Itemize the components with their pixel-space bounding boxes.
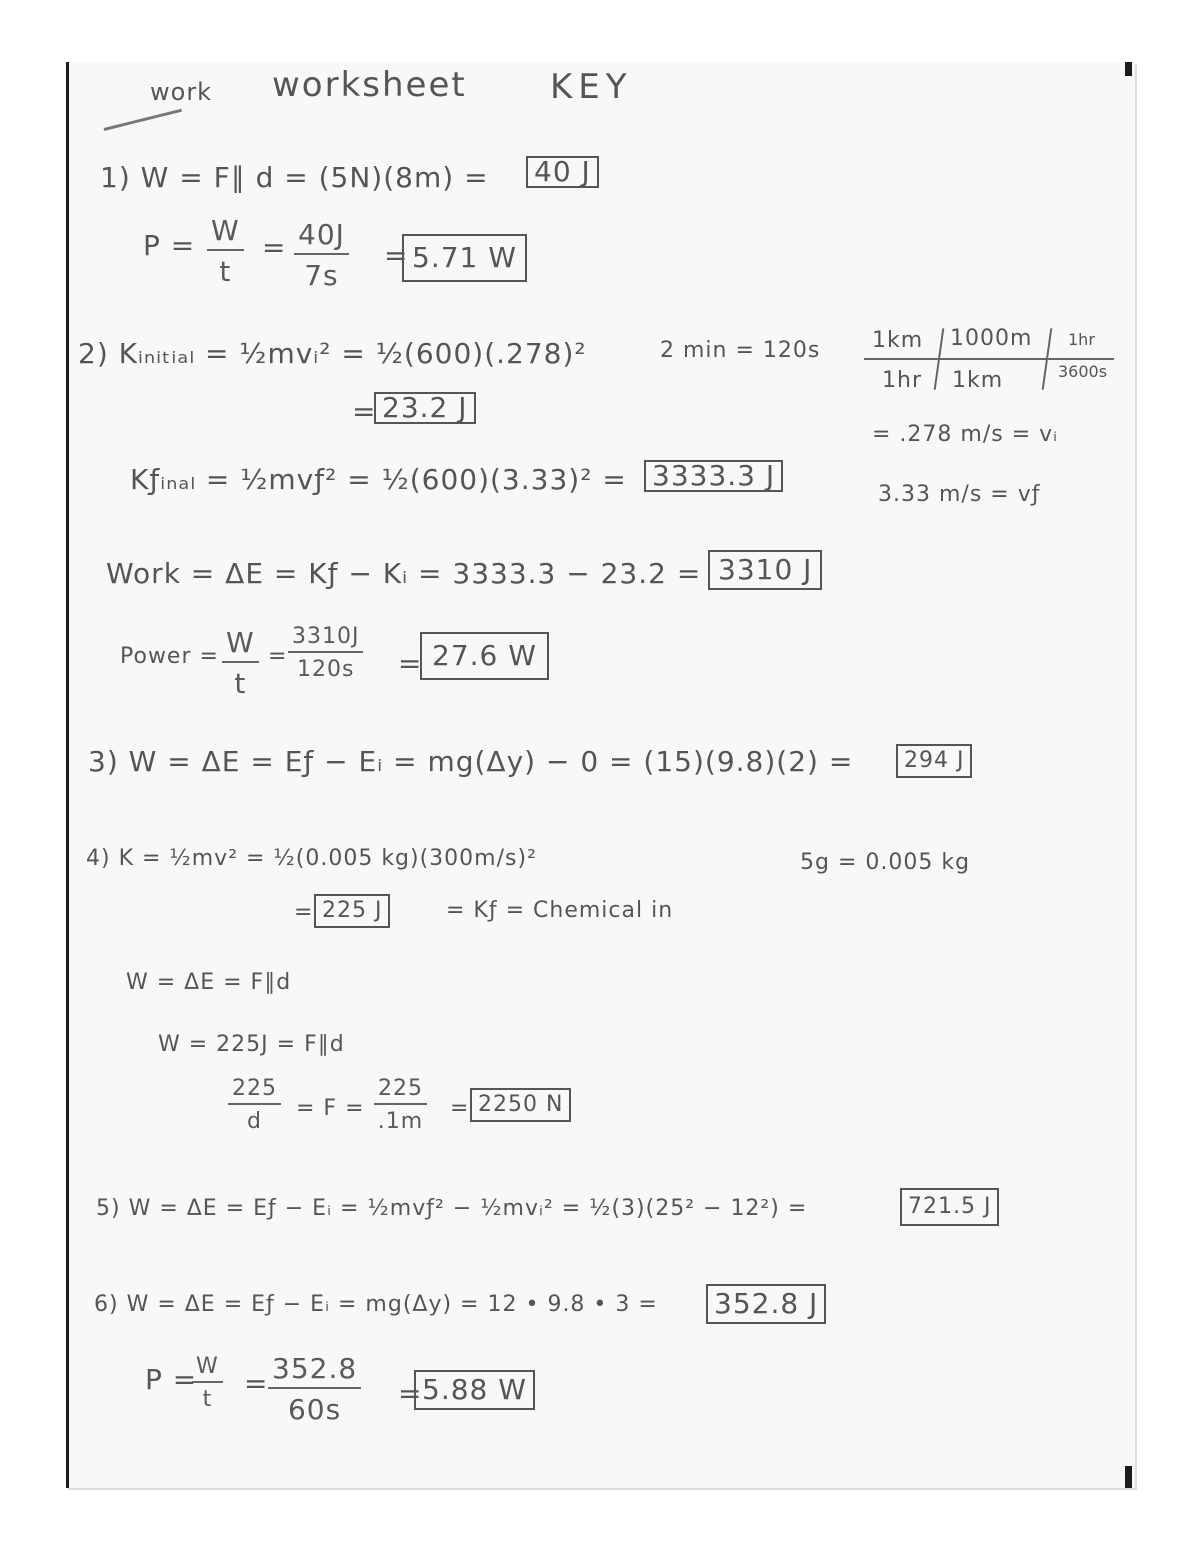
p2-conv-b: 1000m — [950, 326, 1033, 351]
p6-value-fraction — [268, 1352, 361, 1426]
p6-power-num: W — [192, 1354, 223, 1383]
p2-answer-kfinal: 3333.3 J — [644, 460, 783, 492]
p2-conv-e: 1km — [952, 368, 1004, 393]
p2-power-label: Power = — [120, 644, 219, 669]
p2-conv-c: 1hr — [1068, 330, 1095, 349]
key-label: KEY — [550, 67, 633, 107]
p4-force-eq: = — [450, 1096, 470, 1121]
p2-power-den: t — [234, 667, 247, 700]
p2-power-value-fraction — [288, 624, 363, 682]
p1-power-label: P = — [143, 229, 196, 262]
p2-work-line: Work = ΔE = Kƒ − Kᵢ = 3333.3 − 23.2 = — [106, 557, 702, 590]
p1-answer-power: 5.71 W — [402, 234, 527, 282]
p1-power-fraction — [207, 214, 244, 288]
struck-word: work — [150, 78, 213, 106]
p2-conv-d: 1hr — [882, 368, 922, 393]
p4-tail: = Kƒ = Chemical in — [446, 898, 674, 923]
p4-line4: W = 225J = F∥d — [158, 1032, 345, 1057]
p6-power-label: P = — [145, 1363, 198, 1396]
p1-value-fraction — [294, 218, 349, 292]
p3-line: 3) W = ΔE = Eƒ − Eᵢ = mg(Δy) − 0 = (15)(9.8)(2) = — [88, 745, 854, 778]
p2-kinitial-line: 2) Kᵢₙᵢₜᵢₐₗ = ½mvᵢ² = ½(600)(.278)² — [78, 337, 587, 370]
p4-line3: W = ΔE = F∥d — [126, 970, 292, 995]
p4-force-den1: d — [247, 1109, 262, 1134]
p4-force-num1: 225 — [228, 1076, 281, 1105]
p6-eq2: = — [398, 1377, 423, 1410]
p4-force-mid: = F = — [296, 1096, 365, 1121]
p6-value-den: 60s — [287, 1393, 342, 1426]
p2-power-fraction — [222, 626, 259, 700]
p3-answer: 294 J — [896, 744, 972, 778]
p6-answer-power: 5.88 W — [414, 1370, 535, 1410]
p2-time-conversion: 2 min = 120s — [660, 338, 821, 363]
p4-answer-force: 2250 N — [470, 1088, 571, 1122]
p2-power-num: W — [222, 626, 259, 663]
p6-eq: = — [244, 1367, 269, 1400]
p4-force-num2: 225 — [374, 1076, 427, 1105]
p4-force-fraction1 — [228, 1076, 281, 1134]
p2-vi: = .278 m/s = vᵢ — [872, 422, 1059, 447]
p1-eq2: = — [384, 239, 409, 272]
p1-value-den: 7s — [304, 259, 339, 292]
p1-power-den: t — [219, 255, 232, 288]
p1-value-num: 40J — [294, 218, 349, 255]
p1-power-num: W — [207, 214, 244, 251]
p6-power-fraction — [192, 1354, 223, 1412]
p6-value-num: 352.8 — [268, 1352, 361, 1389]
p5-answer: 721.5 J — [900, 1188, 999, 1226]
p1-answer-work: 40 J — [526, 156, 599, 188]
p4-answer-energy: 225 J — [314, 894, 390, 928]
p2-power-value-num: 3310J — [288, 624, 363, 653]
p1-line1: 1) W = F∥ d = (5N)(8m) = — [100, 161, 489, 194]
p5-line: 5) W = ΔE = Eƒ − Eᵢ = ½mvƒ² − ½mvᵢ² = ½(3)(25² − 12²) = — [96, 1196, 808, 1221]
p1-eq: = — [262, 231, 287, 264]
p6-power-den: t — [202, 1387, 213, 1412]
p6-answer-work: 352.8 J — [706, 1284, 826, 1324]
p2-conv-a: 1km — [872, 328, 924, 353]
p2-kinitial-eq: = — [352, 395, 377, 428]
p2-answer-power: 27.6 W — [420, 632, 549, 680]
p6-line: 6) W = ΔE = Eƒ − Eᵢ = mg(Δy) = 12 • 9.8 • 3 = — [94, 1292, 658, 1317]
p4-line1: 4) K = ½mv² = ½(0.005 kg)(300m/s)² — [86, 846, 537, 871]
p2-conv-f: 3600s — [1058, 362, 1108, 381]
p2-power-eq: = — [268, 644, 288, 669]
page-edge-bottom — [1125, 1466, 1132, 1488]
p4-eq: = — [294, 900, 314, 925]
p2-conv-divider — [864, 358, 1114, 360]
page-edge-top — [1125, 62, 1132, 76]
p4-force-fraction2 — [374, 1076, 427, 1134]
p2-answer-kinitial: 23.2 J — [374, 392, 476, 424]
worksheet-title: worksheet — [272, 65, 467, 105]
p4-conversion: 5g = 0.005 kg — [800, 850, 971, 875]
p2-answer-work: 3310 J — [708, 550, 822, 590]
p4-force-den2: .1m — [377, 1109, 424, 1134]
p2-power-value-den: 120s — [297, 657, 355, 682]
p2-kfinal-line: Kƒᵢₙₐₗ = ½mvƒ² = ½(600)(3.33)² = — [130, 463, 627, 496]
p2-power-eq2: = — [398, 647, 423, 680]
p2-vf: 3.33 m/s = vƒ — [878, 482, 1041, 507]
